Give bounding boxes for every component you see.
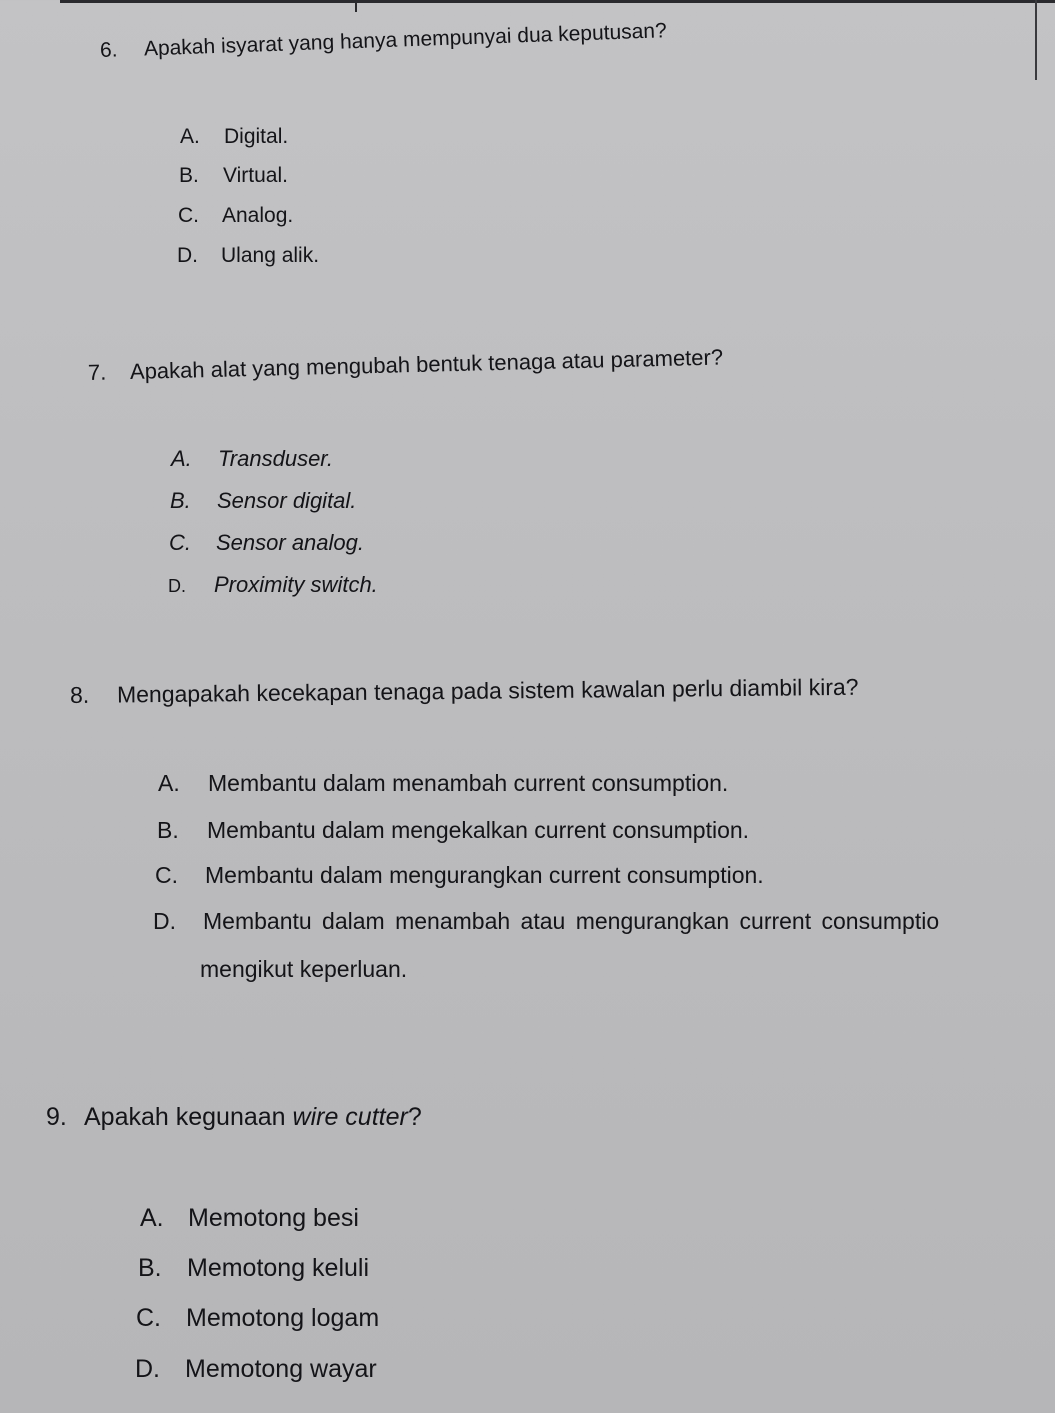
question-7-stem <box>88 344 724 386</box>
option-c[interactable] <box>178 203 293 228</box>
option-d[interactable] <box>135 1354 377 1384</box>
option-text: Membantu dalam menambah current consumption. <box>208 770 729 796</box>
option-a[interactable] <box>158 770 728 798</box>
option-a[interactable] <box>180 124 288 149</box>
option-text: Proximity switch. <box>214 572 378 597</box>
option-d[interactable] <box>177 243 319 268</box>
option-b[interactable] <box>157 817 749 845</box>
option-c[interactable] <box>155 862 764 890</box>
option-text: Memotong besi <box>188 1204 359 1232</box>
option-text: Virtual. <box>223 164 288 187</box>
option-text: Sensor digital. <box>217 488 357 513</box>
option-text: Memotong keluli <box>187 1254 370 1282</box>
question-text-end: ? <box>407 1103 422 1131</box>
option-letter: A. <box>140 1204 164 1232</box>
question-text-term: wire cutter <box>292 1103 408 1131</box>
option-d[interactable] <box>168 572 378 598</box>
option-a[interactable] <box>171 446 333 472</box>
page-edge <box>1035 0 1055 80</box>
option-text: Digital. <box>224 125 289 148</box>
option-letter: B. <box>170 488 191 513</box>
question-number: 6. <box>99 38 118 62</box>
question-number: 7. <box>87 359 107 385</box>
option-text: Membantu dalam mengurangkan current consumption. <box>205 862 764 888</box>
option-b[interactable] <box>138 1253 369 1283</box>
option-text: Transduser. <box>218 446 333 471</box>
option-letter: B. <box>179 164 199 187</box>
option-c[interactable] <box>136 1303 379 1333</box>
option-letter: A. <box>180 125 200 148</box>
option-letter: C. <box>136 1304 161 1332</box>
question-6-stem <box>100 18 668 63</box>
option-a[interactable] <box>140 1203 359 1233</box>
option-letter: A. <box>171 446 192 471</box>
sheet-top-tick <box>355 0 357 12</box>
option-letter: B. <box>138 1254 162 1282</box>
question-text: Apakah kegunaan <box>84 1103 286 1131</box>
question-number: 9. <box>46 1103 67 1131</box>
option-text: Memotong wayar <box>185 1355 377 1383</box>
option-letter: C. <box>169 530 191 555</box>
option-letter: B. <box>157 817 179 843</box>
option-letter: C. <box>178 204 199 227</box>
option-c[interactable] <box>169 530 364 556</box>
option-b[interactable] <box>179 163 288 188</box>
sheet-top-rule <box>60 0 1055 7</box>
option-letter: C. <box>155 862 178 888</box>
option-text: Analog. <box>222 204 294 227</box>
question-text: Apakah isyarat yang hanya mempunyai dua keputusan? <box>143 19 668 61</box>
option-text: Sensor analog. <box>216 530 364 555</box>
option-letter: A. <box>158 770 180 796</box>
question-text: Mengapakah kecekapan tenaga pada sistem kawalan perlu diambil kira? <box>116 673 859 708</box>
option-letter: D. <box>177 244 198 267</box>
option-text: Membantu dalam menambah atau mengurangkan current consumptio <box>203 908 940 934</box>
option-text: Ulang alik. <box>221 244 320 267</box>
option-text: Memotong logam <box>186 1304 380 1332</box>
question-number: 8. <box>69 681 90 708</box>
question-9-stem <box>46 1102 422 1132</box>
question-8-stem <box>70 674 859 710</box>
question-text: Apakah alat yang mengubah bentuk tenaga atau parameter? <box>129 344 724 384</box>
option-d-continuation: mengikut keperluan. <box>200 956 408 982</box>
option-text: Membantu dalam mengekalkan current consumption. <box>207 817 750 843</box>
option-b[interactable] <box>170 488 356 514</box>
option-letter: D. <box>153 908 176 934</box>
option-letter: D. <box>168 576 186 596</box>
option-letter: D. <box>135 1355 160 1383</box>
option-d[interactable] <box>153 908 939 936</box>
